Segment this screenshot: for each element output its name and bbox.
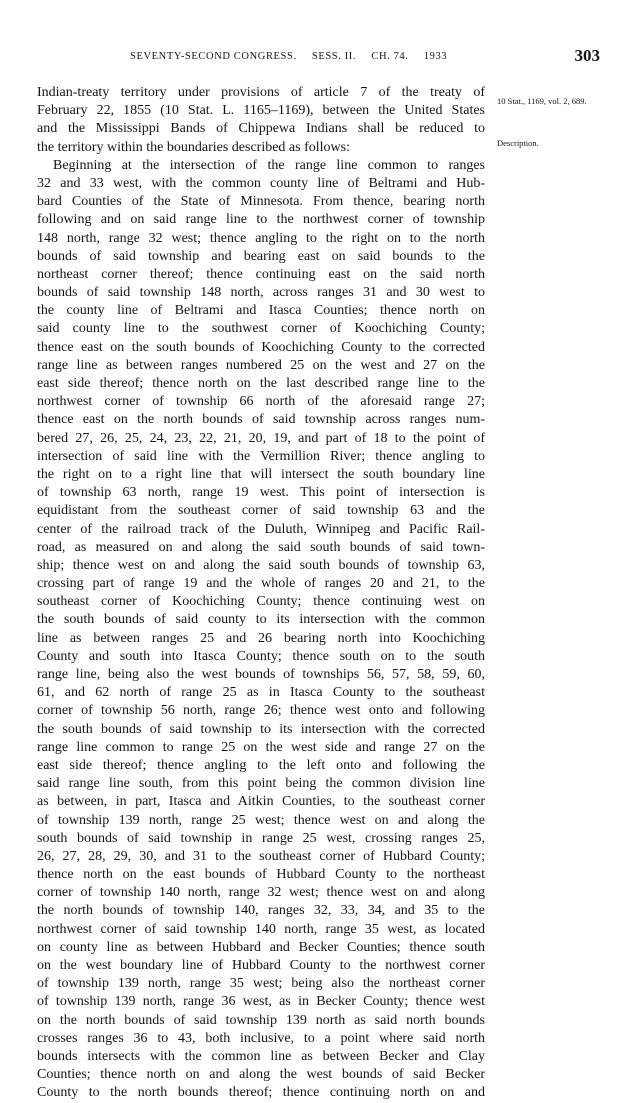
text-line: ship; thence west on and along the said south bounds of township 63, bbox=[37, 557, 485, 573]
text-line: following and on said range line to the northwest corner of township bbox=[37, 212, 485, 228]
text-line: northeast corner thereof; thence continuing east on the said north bbox=[37, 266, 485, 282]
text-line: said county line to the southwest corner of Koochiching County; bbox=[37, 321, 485, 337]
text-line: crossing part of range 19 and the whole of ranges 20 and 21, to the bbox=[37, 576, 485, 592]
text-line: range line as between ranges numbered 25 on the west and 27 on the bbox=[37, 357, 485, 373]
text-line: thence north on the east bounds of Hubbard County to the northeast bbox=[37, 867, 485, 883]
header-session: SESS. II. bbox=[311, 51, 357, 62]
text-line: of township 139 north, range 36 west, as in Becker County; thence west bbox=[37, 994, 485, 1010]
text-line: Indian-treaty territory under provisions of article 7 of the treaty of bbox=[37, 85, 485, 100]
text-line: the territory within the boundaries described as follows: bbox=[37, 139, 350, 155]
text-line: range line common to range 25 on the west side and range 27 on the bbox=[37, 739, 485, 755]
page-number: 303 bbox=[574, 46, 600, 65]
text-line: County to the north bounds thereof; thence continuing north on and bbox=[37, 1085, 485, 1101]
header-chapter: CH. 74. bbox=[371, 51, 409, 62]
text-line: northwest corner of township 66 north of the aforesaid range 27; bbox=[37, 394, 485, 410]
text-line: the south bounds of said county to its intersection with the common bbox=[37, 612, 485, 628]
text-line: and the Mississippi Bands of Chippewa Indians shall be reduced to bbox=[37, 121, 485, 137]
text-line: as between, in part, Itasca and Aitkin Counties, to the southeast corner bbox=[37, 794, 485, 810]
text-line: crosses ranges 36 to 43, both inclusive, to a point where said north bbox=[37, 1030, 485, 1046]
text-line: thence east on the south bounds of Koochiching County to the corrected bbox=[37, 339, 485, 355]
text-line: intersection of said line with the Vermillion River; thence angling to bbox=[37, 448, 485, 464]
text-line: 32 and 33 west, with the common county line of Beltrami and Hub- bbox=[37, 175, 485, 191]
text-line: County and south into Itasca County; thence south on to the south bbox=[37, 648, 485, 664]
text-line: range line, being also the west bounds of townships 56, 57, 58, 59, 60, bbox=[37, 667, 485, 682]
text-line: Counties; thence north on and along the west bounds of said Becker bbox=[37, 1067, 485, 1083]
text-line: on the north bounds of said township 139 north as said north bounds bbox=[37, 1012, 485, 1028]
text-line: bered 27, 26, 25, 24, 23, 22, 21, 20, 19, and part of 18 to the point of bbox=[37, 430, 485, 446]
text-line: bounds of said township and bearing east on said bounds to the bbox=[37, 248, 485, 264]
text-line: of township 139 north, range 35 west; being also the northeast corner bbox=[37, 976, 485, 992]
text-line: east side thereof; thence angling to the left onto and following the bbox=[37, 757, 485, 773]
statute-text-body bbox=[37, 84, 485, 1103]
margin-note-description: Description. bbox=[497, 138, 539, 148]
text-line: south bounds of said township in range 25 west, crossing ranges 25, bbox=[37, 830, 485, 846]
header-congress: SEVENTY-SECOND CONGRESS. bbox=[130, 51, 297, 62]
text-line: on county line as between Hubbard and Becker Counties; thence south bbox=[37, 939, 485, 955]
text-line: February 22, 1855 (10 Stat. L. 1165–1169), between the United States bbox=[37, 103, 485, 119]
text-line: east side thereof; thence north on the last described range line to the bbox=[37, 376, 485, 391]
text-line: bounds intersects with the common line as between Becker and Clay bbox=[37, 1048, 485, 1064]
text-line: corner of township 56 north, range 26; thence west onto and following bbox=[37, 703, 485, 719]
text-line: the south bounds of said township to its intersection with the corrected bbox=[37, 721, 485, 737]
text-line: 148 north, range 32 west; thence angling to the right on to the north bbox=[37, 230, 485, 246]
text-line: said range line south, from this point being the common division line bbox=[37, 776, 485, 792]
text-line: northwest corner of said township 140 north, range 35 west, as located bbox=[37, 921, 485, 937]
text-line: Beginning at the intersection of the range line common to ranges bbox=[53, 157, 485, 173]
text-line: bard Counties of the State of Minnesota. From thence, bearing north bbox=[37, 194, 485, 210]
text-line: the right on to a right line that will intersect the south boundary line bbox=[37, 466, 485, 482]
header-year: 1933 bbox=[423, 51, 448, 62]
text-line: southeast corner of Koochiching County; thence continuing west on bbox=[37, 594, 485, 610]
text-line: 26, 27, 28, 29, 30, and 31 to the southeast corner of Hubbard County; bbox=[37, 848, 485, 864]
running-head bbox=[130, 51, 510, 62]
text-line: of township 139 north, range 25 west; thence west on and along the bbox=[37, 812, 485, 828]
text-line: corner of township 140 north, range 32 west; thence west on and along bbox=[37, 885, 485, 901]
text-line: the north bounds of township 140, ranges 32, 33, 34, and 35 to the bbox=[37, 903, 485, 919]
text-line: the county line of Beltrami and Itasca Counties; thence north on bbox=[37, 303, 485, 319]
text-line: on the west boundary line of Hubbard County to the northwest corner bbox=[37, 958, 485, 973]
text-line: of township 63 north, range 19 west. This point of intersection is bbox=[37, 485, 485, 501]
text-line: center of the railroad track of the Duluth, Winnipeg and Pacific Rail- bbox=[37, 521, 485, 537]
text-line: thence east on the north bounds of said township across ranges num- bbox=[37, 412, 485, 428]
margin-note-citation: 10 Stat., 1169, vol. 2, 689. bbox=[497, 96, 587, 106]
text-line: equidistant from the southeast corner of said township 63 and the bbox=[37, 503, 485, 519]
text-line: line as between ranges 25 and 26 bearing north into Koochiching bbox=[37, 630, 485, 646]
text-line: 61, and 62 north of range 25 as in Itasca County to the southeast bbox=[37, 685, 485, 701]
text-line: road, as measured on and along the said south bounds of said town- bbox=[37, 539, 485, 555]
text-line: bounds of said township 148 north, across ranges 31 and 30 west to bbox=[37, 285, 485, 301]
